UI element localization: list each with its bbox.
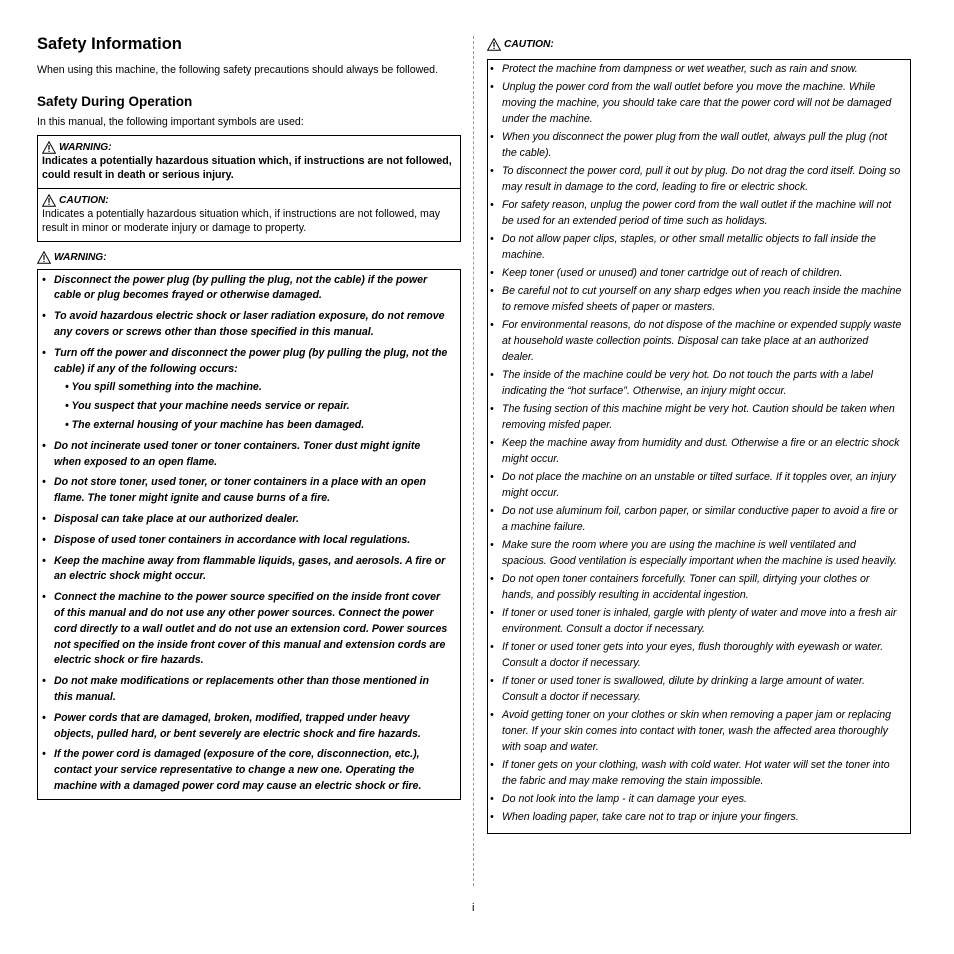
sub-list [54,380,448,433]
caution-header-label: CAUTION: [504,39,554,50]
list-item: • For safety reason, unplug the power cord from the wall outlet if the machine will not be used for an extended period of time such as holidays. [490,199,892,227]
list-item: • When you disconnect the power plug from the wall outlet, always pull the plug (not the cable). [490,131,888,159]
warning-list-box [37,269,461,800]
list-item: • If toner or used toner gets into your eyes, flush thoroughly with eyewash or water. Consult a doctor if necessary. [490,641,884,669]
list-item: • Unplug the power cord from the wall outlet before you move the machine. While moving the machine, you should take care that the power cord will not be damaged under the machine. [490,81,892,125]
column-divider [473,36,474,886]
caution-list [490,62,902,826]
list-item: • Make sure the room where you are using the machine is well ventilated and spacious. Good ventilation is especially important when the machine is used heavily. [490,539,897,567]
list-item: • Do not look into the lamp - it can damage your eyes. [490,792,747,805]
section-title: Safety During Operation [37,94,193,109]
warning-triangle-icon [37,251,51,264]
list-item: • Turn off the power and disconnect the power plug (by pulling the plug, not the cable) if any of the following occurs: • You spill something into the machine. • You suspect that your machine needs service or repair. • The external housing of your machine has been damaged. [42,346,448,434]
list-item: • When loading paper, take care not to trap or injure your fingers. [490,811,799,823]
list-item: • If toner or used toner is swallowed, dilute by drinking a large amount of water. Consult a doctor if necessary. [490,675,865,703]
list-item: • If the power cord is damaged (exposure of the core, disconnection, etc.), contact your service representative to change a new one. Operating the machine with a damaged power cord may cause an electric shock or fire. [42,748,422,792]
section-intro: In this manual, the following important symbols are used: [37,116,304,128]
sub-list-item: • You suspect that your machine needs service or repair. [65,400,350,413]
list-item: • Keep the machine away from humidity and dust. Otherwise a fire or an electric shock might occur. [490,437,900,465]
list-item: • Do not allow paper clips, staples, or other small metallic objects to fall inside the machine. [490,233,876,261]
list-item: • Do not place the machine on an unstable or tilted surface. If it topples over, an injury might occur. [490,471,896,499]
list-item: • Be careful not to cut yourself on any sharp edges when you reach inside the machine to remove misfed sheets of paper or masters. [490,285,902,313]
list-item: • Do not make modifications or replacements other than those mentioned in this manual. [42,675,429,703]
list-item: • For environmental reasons, do not dispose of the machine or expended supply waste at household waste collection points. Disposal can take place at an authorized dealer. [490,319,902,363]
caution-symbol-label: CAUTION: [59,194,109,206]
sub-list-item: • The external housing of your machine has been damaged. [65,419,365,431]
list-item: • If toner gets on your clothing, wash with cold water. Hot water will set the toner into the fabric and may make removing the stain impossible. [490,758,890,787]
sub-list-item: • You spill something into the machine. [65,381,262,394]
list-item: • Disconnect the power plug (by pulling the plug, not the cable) if the power cable or plug becomes frayed or otherwise damaged. [42,273,428,302]
list-item: • Disposal can take place at our authorized dealer. [42,512,299,525]
left-column [37,34,461,800]
caution-triangle-icon [487,38,501,51]
page-number: i [472,902,475,914]
warning-list [42,273,448,795]
list-item: • If toner or used toner is inhaled, gargle with plenty of water and move into a fresh air environment. Consult a doctor if necessary. [490,607,897,635]
list-item: • Keep the machine away from flammable liquids, gases, and aerosols. A fire or an electric shock might occur. [42,554,446,583]
warning-symbol-text: Indicates a potentially hazardous situation which, if instructions are not followed, could result in death or serious injury. [42,155,452,182]
caution-list-box [487,59,911,834]
intro-text: When using this machine, the following safety precautions should always be followed. [37,64,439,76]
warning-symbol-label: WARNING: [59,142,112,153]
list-item: • The fusing section of this machine might be very hot. Caution should be taken when removing misfed paper. [490,403,895,431]
list-item: • Do not use aluminum foil, carbon paper, or similar conductive paper to avoid a fire or a machine failure. [490,505,898,533]
caution-header [487,38,911,51]
caution-symbol-text: Indicates a potentially hazardous situation which, if instructions are not followed, may result in minor or moderate injury or damage to property. [42,207,441,235]
list-item: • Dispose of used toner containers in accordance with local regulations. [42,533,411,546]
right-column [487,38,911,834]
list-item: • Avoid getting toner on your clothes or skin when removing a paper jam or replacing toner. If your skin comes into contact with toner, wash the affected area thoroughly with soap and water. [490,709,892,753]
list-item: • Do not open toner containers forcefully. Toner can spill, dirtying your clothes or hands, and possibly resulting in accidental ingestion. [490,573,870,601]
list-item: • The inside of the machine could be very hot. Do not touch the parts with a label indicating the “hot surface”. Otherwise, an injury might occur. [490,369,873,397]
list-item: • Keep toner (used or unused) and toner cartridge out of reach of children. [490,267,843,279]
warning-triangle-icon [42,141,56,154]
warning-symbol-definition [38,136,460,188]
warning-header-label: WARNING: [54,251,107,263]
list-item: • Protect the machine from dampness or wet weather, such as rain and snow. [490,63,858,75]
warning-header [37,251,461,264]
list-item: • To disconnect the power cord, pull it out by plug. Do not drag the cord itself. Doing so may result in damage to the cord, leading to fire or electric shock. [490,165,901,193]
list-item: • Power cords that are damaged, broken, modified, trapped under heavy objects, pulled hard, or bent severely are electric shock and fire hazards. [42,711,421,740]
list-item: • Do not incinerate used toner or toner containers. Toner dust might ignite when exposed to an open flame. [42,439,421,468]
caution-symbol-definition [38,188,460,241]
symbols-legend-box [37,135,461,242]
list-item: • To avoid hazardous electric shock or laser radiation exposure, do not remove any covers or screws other than those specified in this manual. [42,310,445,339]
list-item: • Do not store toner, used toner, or toner containers in a place with an open flame. The toner might ignite and cause burns of a fire. [42,476,427,505]
page-title: Safety Information [37,35,182,53]
caution-triangle-icon [42,194,56,207]
list-item: • Connect the machine to the power source specified on the inside front cover of this manual and do not use any other power sources. Connect the power cord directly to a wall outlet and do not use an extension cord. Power sources not specified on the inside front cover of this manual and extension cords are electric shock or fire hazards. [42,591,448,667]
